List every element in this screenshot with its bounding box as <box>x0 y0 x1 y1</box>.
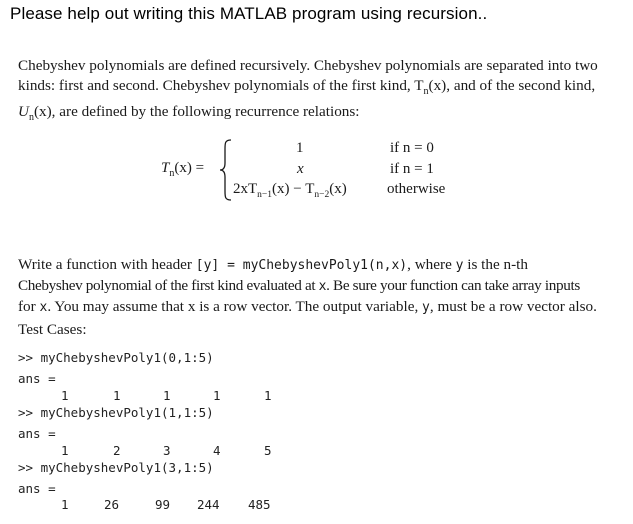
test-2-command: >> myChebyshevPoly1(1,1:5) <box>18 405 214 420</box>
page-title: Please help out writing this MATLAB program using recursion.. <box>10 4 488 23</box>
case-2-value <box>297 161 304 178</box>
test-2-value: 3 <box>163 443 171 458</box>
test-cases-label: Test Cases: <box>18 321 87 338</box>
intro-line-3-u: U <box>18 103 29 121</box>
test-3-value: 1 <box>61 497 69 512</box>
test-3-value: 26 <box>104 497 120 512</box>
task-line-3-a: for <box>18 298 36 315</box>
test-1-value: 1 <box>264 388 272 403</box>
case-1-value: 1 <box>296 140 304 156</box>
test-1-ans: ans = <box>18 371 56 386</box>
case-3-sub-2: n−2 <box>314 190 330 200</box>
task-line-1 <box>18 255 622 276</box>
left-brace-icon <box>219 139 233 201</box>
test-1-value: 1 <box>213 388 221 403</box>
intro-line-3-rest: (x), are defined by the following recurrence relations: <box>33 103 360 121</box>
test-2-value: 1 <box>61 443 69 458</box>
task-line-3 <box>18 297 622 318</box>
test-3-value: 99 <box>155 497 171 512</box>
case-3-condition: otherwise <box>387 181 446 197</box>
task-line-1-b: , where <box>407 256 452 273</box>
case-2-condition: if n = 1 <box>390 161 434 177</box>
task-var-x: x <box>318 279 327 294</box>
intro-line-2-text: kinds: first and second. Chebyshev polynomials of the first kind, T <box>18 77 424 94</box>
task-var-y: y <box>455 258 464 273</box>
intro-line-3-sub: n <box>28 112 34 124</box>
task-paragraph <box>18 255 622 318</box>
intro-line-2-rest: (x), and of the second kind, <box>428 77 596 94</box>
test-3-value: 485 <box>248 497 271 512</box>
case-3-value <box>233 181 347 200</box>
case-3-sub-1: n−1 <box>257 190 273 200</box>
case-3-part-a: 2xT <box>233 181 258 197</box>
case-3-part-b: (x) − T <box>272 181 315 197</box>
task-line-2-rest: . Be sure your function can take array inputs <box>326 277 580 294</box>
test-3-value: 244 <box>197 497 220 512</box>
test-1-value: 1 <box>113 388 121 403</box>
case-3-part-c: (x) <box>329 181 347 197</box>
equation-lhs <box>161 160 204 179</box>
task-line-3-b: . You may assume that x is a row vector. The output variable, <box>47 298 419 315</box>
intro-paragraph <box>18 56 622 128</box>
test-1-value: 1 <box>163 388 171 403</box>
equation-lhs-rest: (x) = <box>174 160 205 176</box>
intro-line-2-sub: n <box>423 86 429 98</box>
task-line-3-c: , must be a row vector also. <box>429 298 597 315</box>
intro-line-2 <box>18 76 622 102</box>
task-line-3-y: y <box>422 300 430 315</box>
test-1-command: >> myChebyshevPoly1(0,1:5) <box>18 350 214 365</box>
test-2-value: 5 <box>264 443 272 458</box>
test-3-ans: ans = <box>18 481 56 496</box>
equation-lhs-t: T <box>161 160 170 176</box>
task-header-code: [y] = myChebyshevPoly1(n,x) <box>195 258 408 273</box>
test-2-value: 4 <box>213 443 221 458</box>
case-1-condition: if n = 0 <box>390 140 434 156</box>
test-2-ans: ans = <box>18 426 56 441</box>
task-line-1-c: is the n-th <box>467 256 528 273</box>
task-line-2 <box>18 276 622 297</box>
equation-lhs-sub: n <box>169 168 175 179</box>
test-1-value: 1 <box>61 388 69 403</box>
intro-line-3 <box>18 102 622 128</box>
task-line-1-a: Write a function with header <box>18 256 192 273</box>
case-2-x: x <box>297 161 304 177</box>
task-line-3-x: x <box>39 300 48 315</box>
test-3-command: >> myChebyshevPoly1(3,1:5) <box>18 460 214 475</box>
test-2-value: 2 <box>113 443 121 458</box>
intro-line-1: Chebyshev polynomials are defined recursively. Chebyshev polynomials are separated into two <box>18 57 598 74</box>
task-line-2-a: Chebyshev polynomial of the first kind evaluated at <box>18 277 316 294</box>
